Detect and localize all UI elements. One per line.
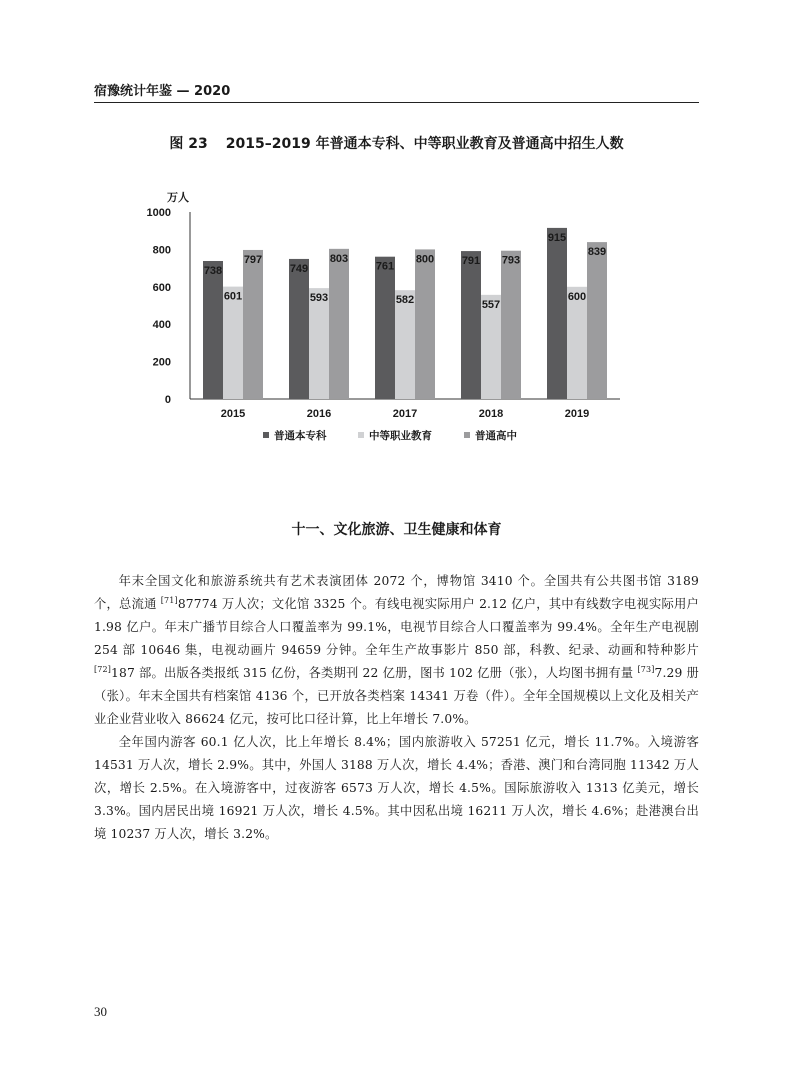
paragraph-text: 187 部。出版各类报纸 315 亿份，各类期刊 22 亿册，图书 102 亿册（张），人均图书拥有量 [111, 666, 638, 680]
legend-swatch [464, 432, 470, 438]
bar-value-label: 749 [289, 262, 309, 275]
footnote-ref: [73] [637, 664, 655, 674]
bar-2015-1 [223, 287, 243, 399]
bar-2019-1 [567, 287, 587, 399]
bar-value-label: 797 [243, 253, 263, 266]
bar-2015-0 [203, 261, 223, 399]
legend-label: 普通高中 [475, 430, 517, 442]
figure-label: 图 23 [169, 136, 208, 152]
bar-value-label: 800 [415, 253, 435, 266]
legend-swatch [358, 432, 364, 438]
y-tick-label: 400 [152, 319, 171, 332]
paragraph [94, 570, 699, 731]
bar-2018-2 [501, 251, 521, 399]
bar-2019-2 [587, 242, 607, 399]
bar-value-label: 600 [567, 290, 587, 303]
y-axis-unit: 万人 [167, 192, 189, 204]
bar-2017-2 [415, 249, 435, 399]
x-tick-label: 2015 [220, 408, 246, 420]
legend-label: 中等职业教育 [369, 430, 432, 442]
legend-swatch [263, 432, 269, 438]
paragraph-text: 全年国内游客 60.1 亿人次，比上年增长 8.4%；国内旅游收入 57251 亿元，增长 11.7%。入境游客 14531 万人次，增长 2.9%。其中，外国人 3188 万人次，增长 4.4%；香港、澳门和台湾同胞 11342 万人次，增长 2.5%。在入境游客中，过夜游客 6573 万人次，增长 4.5%。国际旅游收入 1313 亿美元，增长 3.3%。国内居民出境 16921 万人次，增长 4.5%。其中因私出境 16211 万人次，增长 4.6%；赴港澳台出境 10237 万人次，增长 3.2%。 [94, 735, 699, 841]
paragraph [94, 731, 699, 846]
bar-value-label: 738 [203, 264, 223, 277]
bar-value-label: 803 [329, 252, 349, 265]
figure-caption [94, 134, 699, 154]
footnote-ref: [72] [94, 664, 112, 674]
page-number: 30 [94, 1004, 107, 1019]
bar-2019-0 [547, 228, 567, 399]
bar-value-label: 582 [395, 294, 415, 307]
paragraph-text: 7.29 册（张）。年末全国共有档案馆 4136 个，已开放各类档案 14341 万卷（件）。全年全国规模以上文化及相关产业企业营业收入 86624 亿元，按可比口径计算，比上年增长 7.0%。 [94, 666, 699, 726]
y-tick-label: 1000 [146, 207, 171, 219]
x-tick-label: 2018 [478, 408, 504, 420]
bar-value-label: 791 [461, 255, 481, 268]
y-tick-label: 600 [152, 281, 171, 294]
y-tick-label: 200 [152, 356, 171, 369]
section-title: 十一、文化旅游、卫生健康和体育 [291, 522, 502, 538]
x-tick-label: 2016 [306, 408, 332, 420]
legend-label: 普通本专科 [274, 430, 327, 442]
bar-chart [140, 180, 640, 455]
bar-2017-1 [395, 290, 415, 399]
bar-value-label: 915 [547, 231, 567, 244]
bar-2018-0 [461, 251, 481, 399]
paragraph-text: 87774 万人次；文化馆 3325 个。有线电视实际用户 2.12 亿户，其中有线数字电视实际用户 1.98 亿户。年末广播节目综合人口覆盖率为 99.1%，电视节目综合人口覆盖率为 99.4%。全年生产电视剧 254 部 10646 集，电视动画片 94659 分钟。全年生产故事影片 850 部，科教、纪录、动画和特种影片 [94, 597, 700, 657]
bar-2016-2 [329, 249, 349, 399]
bar-2015-2 [243, 250, 263, 399]
paragraph-text: 年末全国文化和旅游系统共有艺术表演团体 2072 个，博物馆 3410 个。全国共有公共图书馆 3189 个，总流通 [94, 574, 699, 611]
running-header [94, 80, 699, 103]
x-tick-label: 2019 [564, 408, 590, 420]
y-tick-label: 800 [152, 244, 171, 257]
bar-value-label: 793 [501, 254, 521, 267]
bar-2016-0 [289, 259, 309, 399]
running-header-text: 宿豫统计年鉴 — 2020 [94, 84, 231, 99]
figure-title: 2015–2019 年普通本专科、中等职业教育及普通高中招生人数 [225, 136, 624, 152]
x-tick-label: 2017 [392, 408, 418, 420]
bar-value-label: 761 [375, 260, 395, 273]
bar-2017-0 [375, 257, 395, 399]
bar-value-label: 593 [309, 292, 329, 305]
body-text [94, 570, 699, 846]
bar-value-label: 601 [223, 290, 243, 303]
bar-2016-1 [309, 288, 329, 399]
bar-value-label: 557 [481, 298, 501, 311]
y-tick-label: 0 [164, 394, 171, 406]
footnote-ref: [71] [160, 595, 178, 605]
bar-value-label: 839 [587, 246, 607, 259]
